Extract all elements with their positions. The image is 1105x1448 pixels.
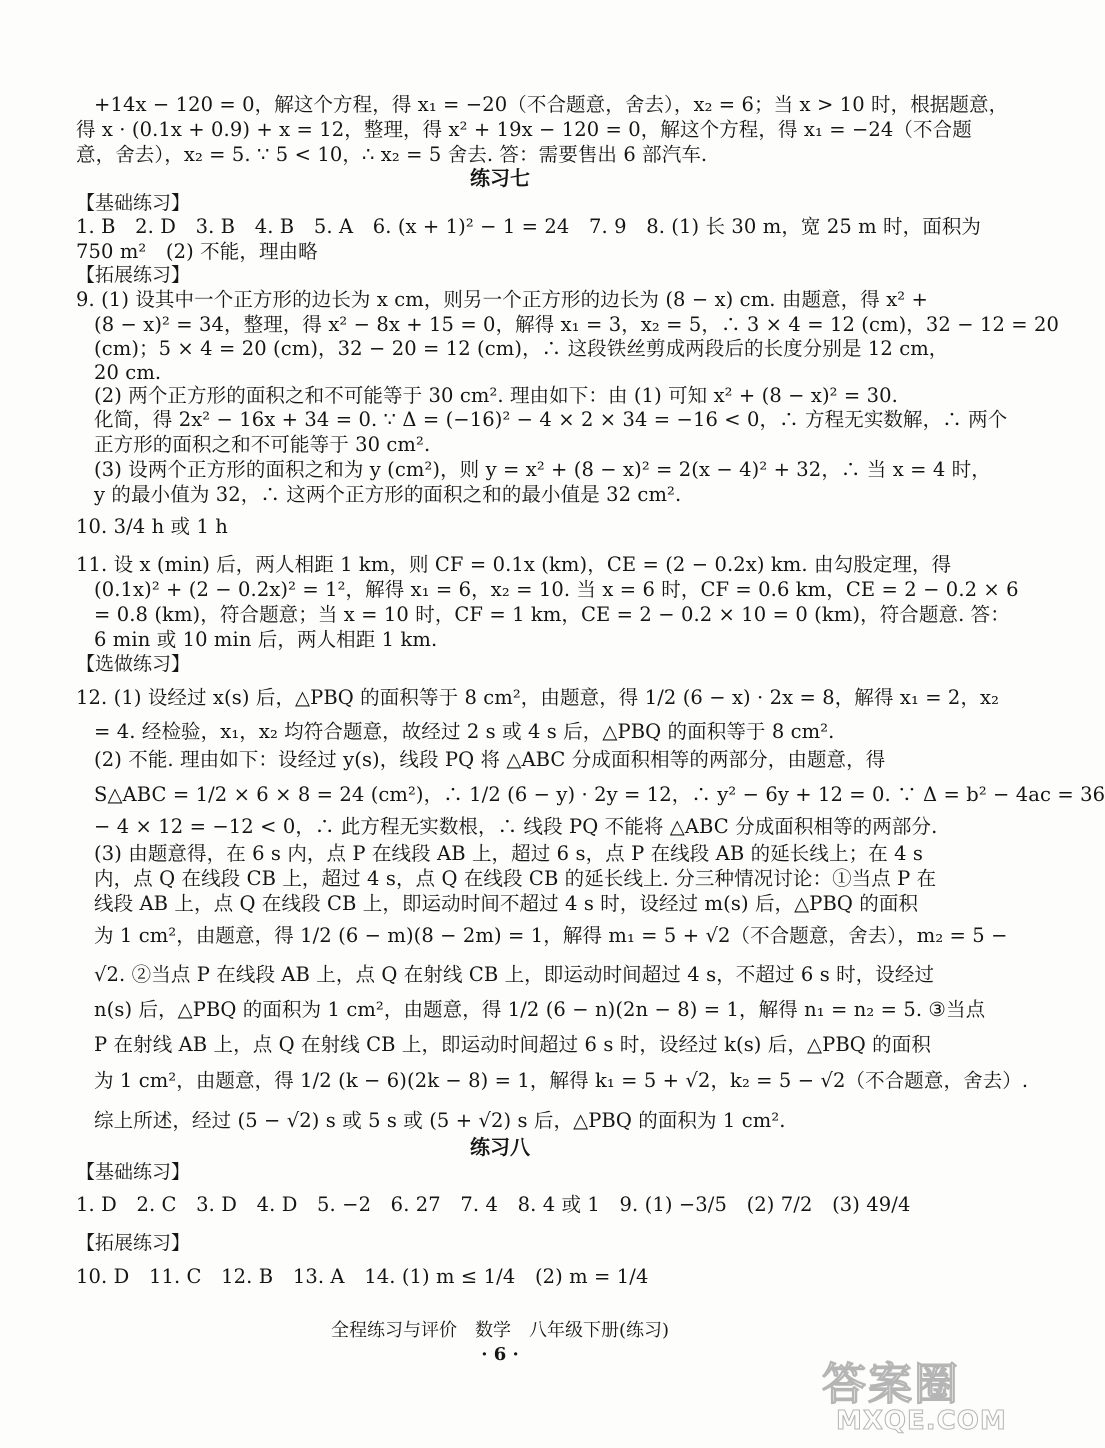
section-heading: 练习七 xyxy=(470,166,530,190)
text-line: +14x − 120 = 0，解这个方程，得 x₁ = −20（不合题意，舍去），x₂ = 6；当 x > 10 时，根据题意， xyxy=(94,93,1009,116)
subsection-label: 【选做练习】 xyxy=(76,653,191,675)
text-line: (3) 设两个正方形的面积之和为 y (cm²)，则 y = x² + (8 − x)² = 2(x − 4)² + 32，∴ 当 x = 4 时， xyxy=(94,458,991,481)
text-line: 化简，得 2x² − 16x + 34 = 0. ∵ Δ = (−16)² − 4 × 2 × 34 = −16 < 0，∴ 方程无实数解，∴ 两个 xyxy=(94,408,1008,431)
text-line: P 在射线 AB 上，点 Q 在射线 CB 上，即运动时间超过 6 s 时，设经过 k(s) 后，△PBQ 的面积 xyxy=(94,1033,931,1056)
section-heading: 练习八 xyxy=(470,1135,530,1159)
text-line: 为 1 cm²，由题意，得 1/2 (k − 6)(2k − 8) = 1，解得 k₁ = 5 + √2，k₂ = 5 − √2（不合题意，舍去）. xyxy=(94,1069,1029,1092)
text-line: = 0.8 (km)，符合题意；当 x = 10 时，CF = 1 km，CE = 2 − 0.2 × 10 = 0 (km)，符合题意. 答： xyxy=(94,603,1010,626)
footer-title: 全程练习与评价 数学 八年级下册(练习) xyxy=(330,1320,670,1341)
page-number: · 6 · xyxy=(481,1344,519,1365)
text-line: 20 cm. xyxy=(94,361,162,384)
text-line: 得 x · (0.1x + 0.9) + x = 12，整理，得 x² + 19x − 120 = 0，解这个方程，得 x₁ = −24（不合题 xyxy=(76,118,972,141)
watermark-logo xyxy=(822,1348,1007,1443)
text-line: (2) 两个正方形的面积之和不可能等于 30 cm². 理由如下：由 (1) 可知 x² + (8 − x)² = 30. xyxy=(94,384,898,407)
text-line: (3) 由题意得，在 6 s 内，点 P 在线段 AB 上，超过 6 s，点 P 在线段 AB 的延长线上；在 4 s xyxy=(94,842,924,865)
text-line: 1. B 2. D 3. B 4. B 5. A 6. (x + 1)² − 1 = 24 7. 9 8. (1) 长 30 m，宽 25 m 时，面积为 xyxy=(76,215,982,238)
text-line: 9. (1) 设其中一个正方形的边长为 x cm，则另一个正方形的边长为 (8 − x) cm. 由题意，得 x² + xyxy=(76,288,928,311)
text-line: 11. 设 x (min) 后，两人相距 1 km，则 CF = 0.1x (km)，CE = (2 − 0.2x) km. 由勾股定理，得 xyxy=(76,553,952,576)
text-line: (cm)；5 × 4 = 20 (cm)，32 − 20 = 12 (cm)，∴ 这段铁丝剪成两段后的长度分别是 12 cm， xyxy=(94,337,949,360)
subsection-label: 【基础练习】 xyxy=(76,1161,191,1183)
text-line: 线段 AB 上，点 Q 在线段 CB 上，即运动时间不超过 4 s 时，设经过 m(s) 后，△PBQ 的面积 xyxy=(94,892,919,915)
text-line: 10. D 11. C 12. B 13. A 14. (1) m ≤ 1/4 (2) m = 1/4 xyxy=(76,1265,649,1288)
text-line: 意，舍去），x₂ = 5. ∵ 5 < 10，∴ x₂ = 5 舍去. 答：需要售出 6 部汽车. xyxy=(76,143,708,166)
text-line: 1. D 2. C 3. D 4. D 5. −2 6. 27 7. 4 8. 4 或 1 9. (1) −3/5 (2) 7/2 (3) 49/4 xyxy=(76,1193,911,1216)
text-line: n(s) 后，△PBQ 的面积为 1 cm²，由题意，得 1/2 (6 − n)(2n − 8) = 1，解得 n₁ = n₂ = 5. ③当点 xyxy=(94,998,986,1021)
subsection-label: 【拓展练习】 xyxy=(76,264,191,286)
text-line: S△ABC = 1/2 × 6 × 8 = 24 (cm²)，∴ 1/2 (6 − y) · 2y = 12，∴ y² − 6y + 12 = 0. ∵ Δ = b² − 4ac = 36 xyxy=(94,783,1105,806)
watermark-text: 答案圈 xyxy=(822,1359,960,1410)
text-line: (2) 不能. 理由如下：设经过 y(s)，线段 PQ 将 △ABC 分成面积相等的两部分，由题意，得 xyxy=(94,748,886,771)
text-line: 12. (1) 设经过 x(s) 后，△PBQ 的面积等于 8 cm²，由题意，得 1/2 (6 − x) · 2x = 8，解得 x₁ = 2，x₂ xyxy=(76,686,1000,709)
text-line: √2. ②当点 P 在线段 AB 上，点 Q 在射线 CB 上，即运动时间超过 4 s，不超过 6 s 时，设经过 xyxy=(94,963,935,986)
text-line: − 4 × 12 = −12 < 0，∴ 此方程无实数根，∴ 线段 PQ 不能将 △ABC 分成面积相等的两部分. xyxy=(94,815,938,838)
text-line: 10. 3/4 h 或 1 h xyxy=(76,515,228,538)
watermark-url: MXQE.COM xyxy=(836,1406,1007,1436)
text-line: 750 m² (2) 不能，理由略 xyxy=(76,240,318,263)
text-line: 综上所述，经过 (5 − √2) s 或 5 s 或 (5 + √2) s 后，△PBQ 的面积为 1 cm². xyxy=(94,1109,786,1132)
subsection-label: 【拓展练习】 xyxy=(76,1232,191,1254)
text-line: 6 min 或 10 min 后，两人相距 1 km. xyxy=(94,628,438,651)
text-line: y 的最小值为 32，∴ 这两个正方形的面积之和的最小值是 32 cm². xyxy=(94,483,682,506)
text-line: = 4. 经检验，x₁，x₂ 均符合题意，故经过 2 s 或 4 s 后，△PBQ 的面积等于 8 cm². xyxy=(94,720,835,743)
subsection-label: 【基础练习】 xyxy=(76,192,191,214)
text-line: (0.1x)² + (2 − 0.2x)² = 1²，解得 x₁ = 6，x₂ = 10. 当 x = 6 时，CF = 0.6 km，CE = 2 − 0.2 × 6 xyxy=(94,578,1019,601)
text-line: (8 − x)² = 34，整理，得 x² − 8x + 15 = 0，解得 x₁ = 3，x₂ = 5，∴ 3 × 4 = 12 (cm)，32 − 12 = 20 xyxy=(94,313,1060,336)
text-line: 内，点 Q 在线段 CB 上，超过 4 s，点 Q 在线段 CB 的延长线上. 分三种情况讨论：①当点 P 在 xyxy=(94,867,937,890)
text-line: 为 1 cm²，由题意，得 1/2 (6 − m)(8 − 2m) = 1，解得 m₁ = 5 + √2（不合题意，舍去），m₂ = 5 − xyxy=(94,924,1008,947)
text-line: 正方形的面积之和不可能等于 30 cm². xyxy=(94,433,431,456)
